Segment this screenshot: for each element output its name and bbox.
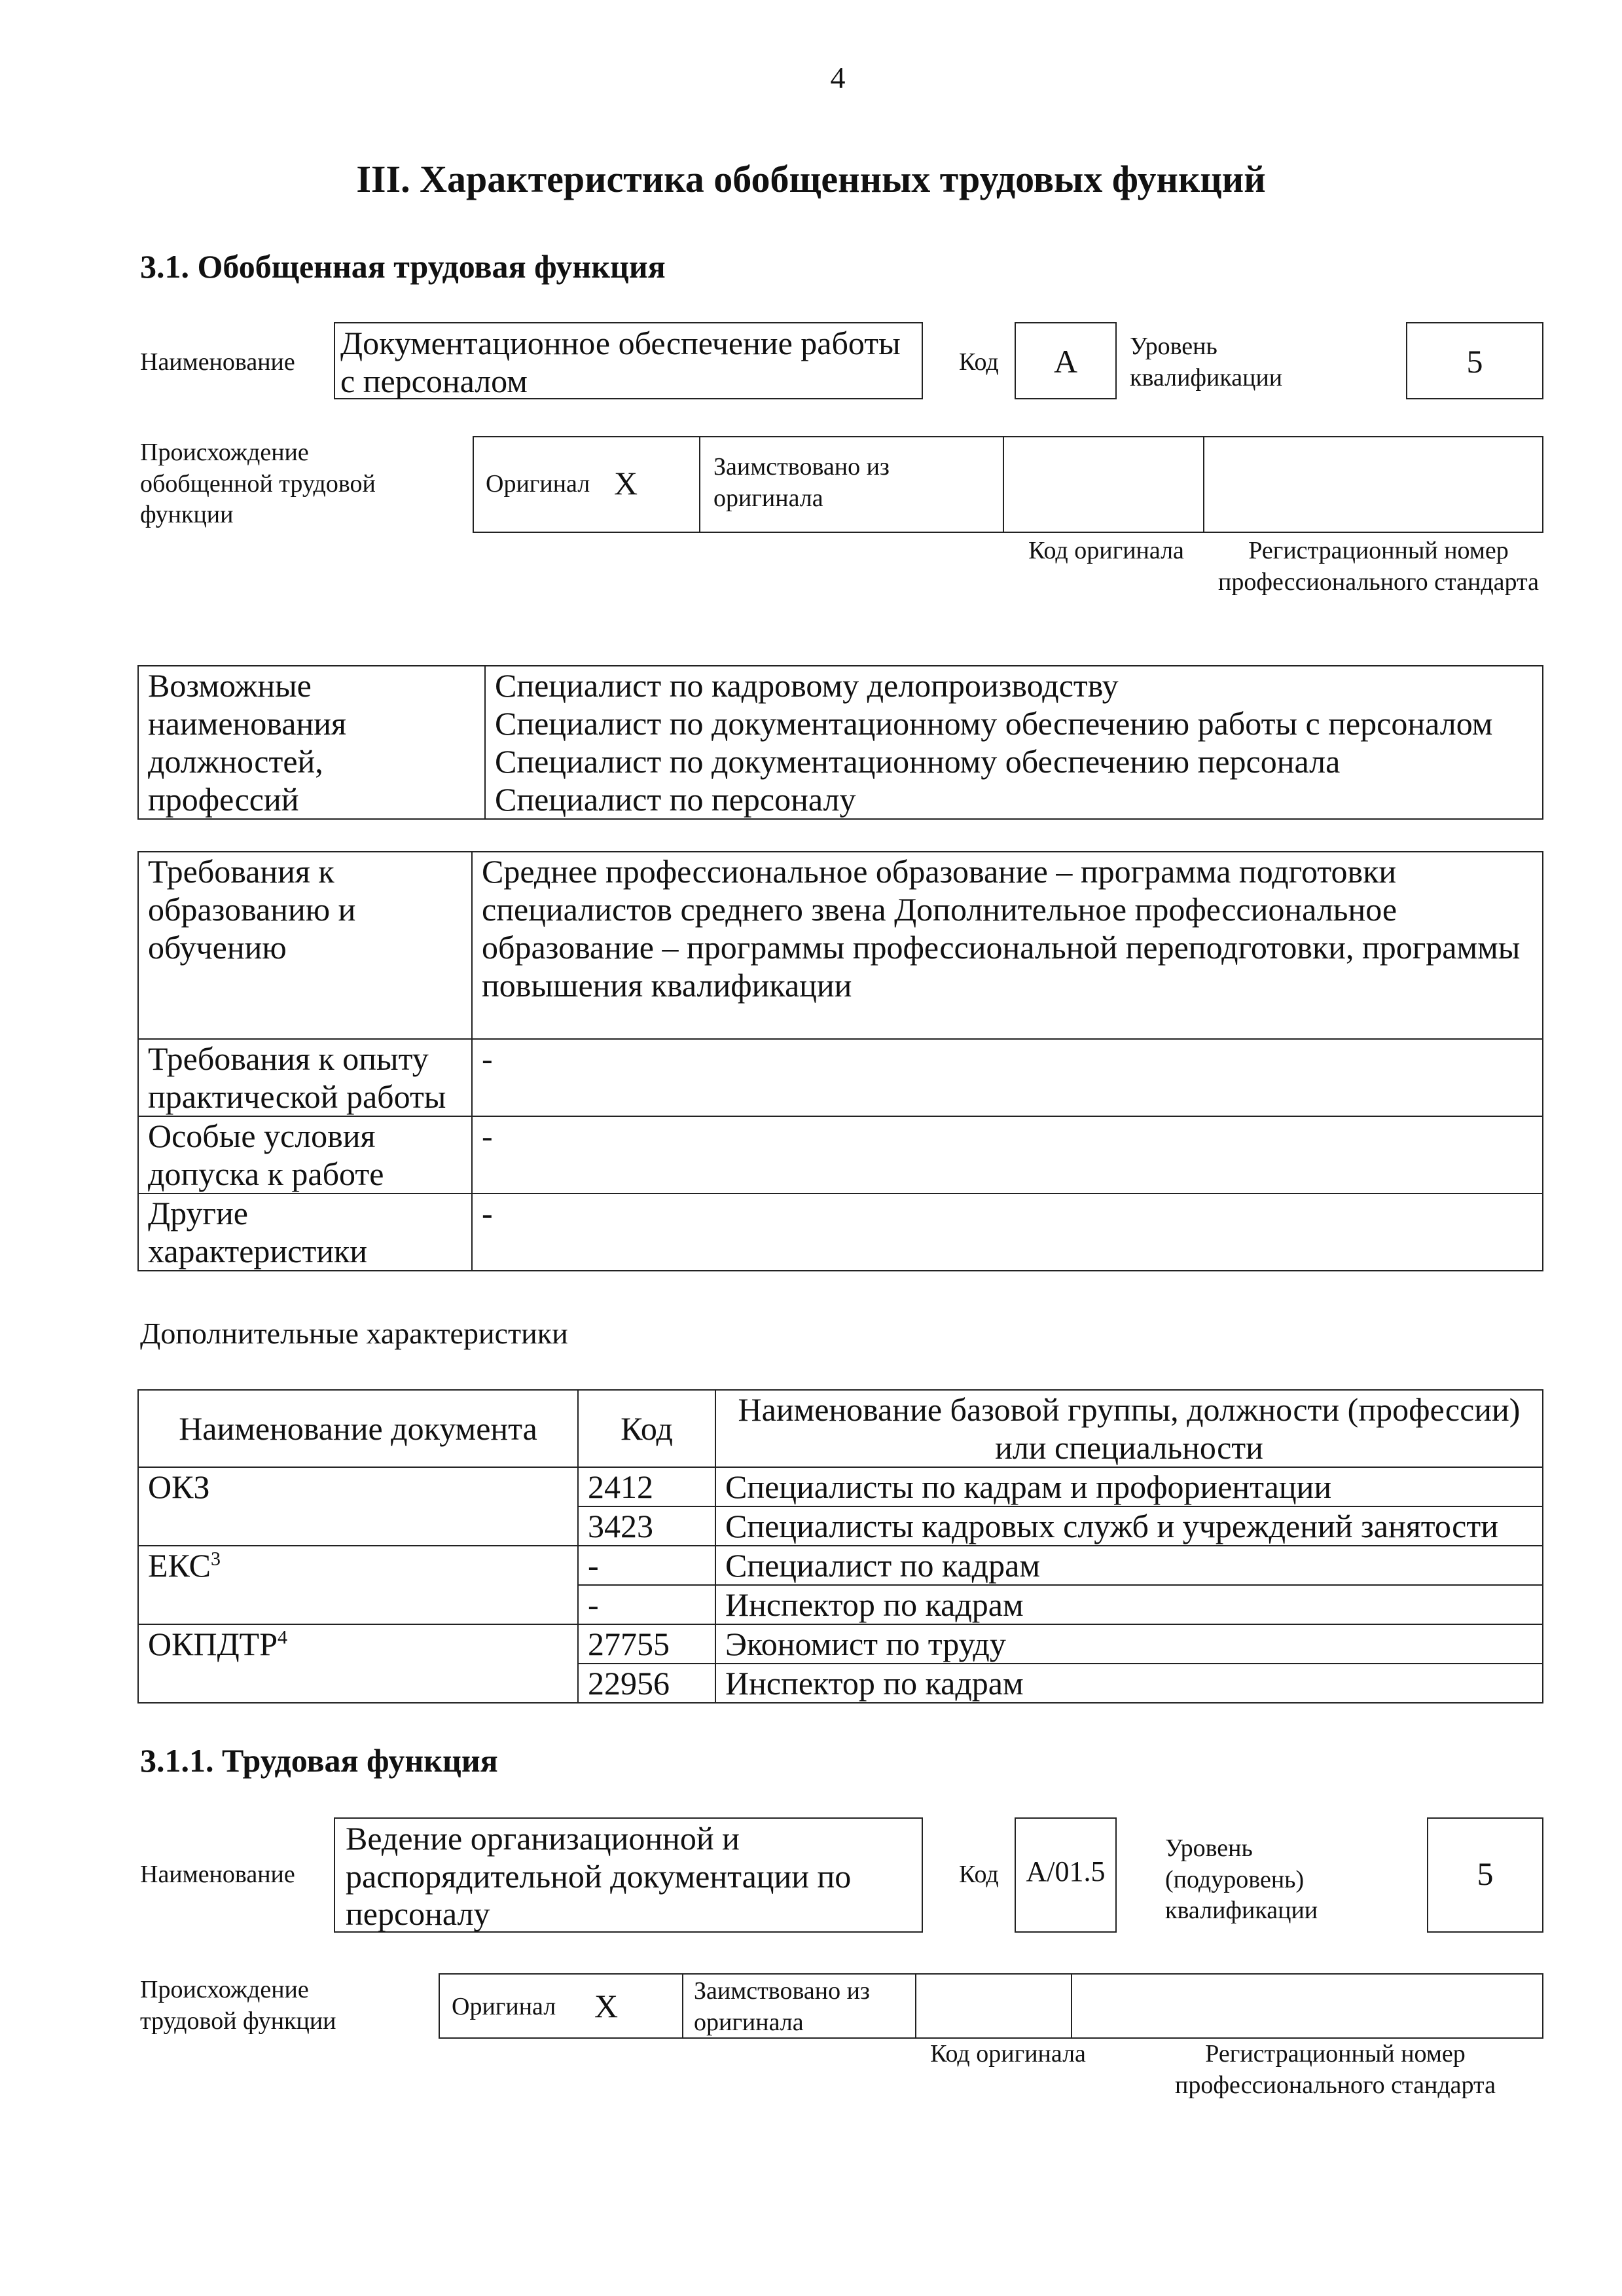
- tf-origin-box: [439, 1973, 1543, 2039]
- tf-code-box: [1015, 1817, 1117, 1933]
- tf-code-value: A/01.5: [1026, 1855, 1106, 1887]
- additional-doc-cell: [138, 1467, 578, 1546]
- tf-code-label: Код: [959, 1861, 999, 1888]
- additional-doc: ОКЗ: [148, 1468, 210, 1505]
- tf-reg-number-caption: Регистрационный номер профессионального стандарта: [1175, 2040, 1496, 2099]
- gtf-borrowed-label: Заимствовано из оригинала: [713, 453, 890, 512]
- gtf-borrowed-cell: [700, 437, 1004, 532]
- additional-doc: ЕКС: [148, 1547, 211, 1584]
- additional-doc-cell: [138, 1624, 578, 1703]
- tf-level-box: [1427, 1817, 1543, 1933]
- page-number: 4: [830, 61, 846, 94]
- additional-name: Специалисты кадровых служб и учреждений занятости: [715, 1506, 1543, 1546]
- gtf-name-box: [334, 322, 923, 399]
- additional-header-code: Код: [578, 1390, 715, 1467]
- gtf-level-box: [1406, 322, 1543, 399]
- additional-table: [137, 1389, 1543, 1704]
- gtf-code-original-caption: Код оригинала: [1028, 537, 1184, 564]
- additional-code: 2412: [578, 1467, 715, 1506]
- tf-original-mark: Х: [594, 1988, 619, 2024]
- tf-code-original-caption: Код оригинала: [930, 2040, 1086, 2068]
- tf-level-label: Уровень (подуровень) квалификации: [1165, 1834, 1318, 1924]
- req-conditions-value: -: [472, 1116, 1543, 1194]
- section-title: III. Характеристика обобщенных трудовых функций: [356, 158, 1266, 200]
- tf-borrowed-label: Заимствовано из оригинала: [694, 1977, 870, 2036]
- gtf-code-value: А: [1053, 343, 1078, 380]
- tf-heading: 3.1.1. Трудовая функция: [140, 1742, 498, 1779]
- gtf-name-label: Наименование: [140, 348, 295, 376]
- req-other-label: Другие характеристики: [138, 1194, 472, 1271]
- gtf-original-cell: [474, 437, 700, 532]
- gtf-origin-label: Происхождение обобщенной трудовой функции: [140, 439, 376, 528]
- position-item: Специалист по документационному обеспечению персонала: [495, 743, 1341, 780]
- additional-code: -: [578, 1546, 715, 1585]
- tf-original-cell: [440, 1975, 683, 2037]
- tf-original-label: Оригинал: [452, 1993, 556, 2020]
- additional-header-doc: Наименование документа: [138, 1390, 578, 1467]
- positions-list: [485, 666, 1543, 819]
- tf-level-value: 5: [1477, 1855, 1494, 1892]
- tf-code-original-cell: [916, 1975, 1072, 2037]
- additional-doc-cell: [138, 1546, 578, 1624]
- gtf-origin-box: [473, 436, 1543, 533]
- position-item: Специалист по документационному обеспечению работы с персоналом: [495, 705, 1493, 742]
- gtf-level-label: Уровень квалификации: [1130, 333, 1283, 392]
- additional-name: Инспектор по кадрам: [715, 1664, 1543, 1703]
- additional-name: Специалисты по кадрам и профориентации: [715, 1467, 1543, 1506]
- additional-code: 27755: [578, 1624, 715, 1664]
- gtf-reg-number-cell: [1204, 437, 1542, 532]
- additional-name: Инспектор по кадрам: [715, 1585, 1543, 1624]
- gtf-name-value: Документационное обеспечение работы с персоналом: [340, 325, 901, 399]
- gtf-code-label: Код: [959, 348, 999, 376]
- req-other-value: -: [472, 1194, 1543, 1271]
- additional-doc-footnote: 3: [211, 1548, 221, 1570]
- additional-code: 22956: [578, 1664, 715, 1703]
- req-experience-label: Требования к опыту практической работы: [138, 1039, 472, 1116]
- position-item: Специалист по персоналу: [495, 781, 856, 818]
- gtf-original-mark: Х: [614, 465, 638, 501]
- additional-doc: ОКПДТР: [148, 1626, 278, 1662]
- req-education-label: Требования к образованию и обучению: [138, 852, 472, 1039]
- positions-table: [137, 665, 1543, 820]
- gtf-code-box: [1015, 322, 1117, 399]
- req-education-value: Среднее профессиональное образование – программа подготовки специалистов среднего звена Дополнительное профессиональное образование – программы профессиональной переподготовки, программы повышения квалификации: [472, 852, 1543, 1039]
- req-conditions-label: Особые условия допуска к работе: [138, 1116, 472, 1194]
- gtf-level-value: 5: [1466, 343, 1483, 380]
- additional-doc-footnote: 4: [278, 1626, 288, 1649]
- additional-code: 3423: [578, 1506, 715, 1546]
- additional-name: Экономист по труду: [715, 1624, 1543, 1664]
- gtf-code-original-cell: [1004, 437, 1204, 532]
- additional-header-name: Наименование базовой группы, должности (профессии) или специальности: [715, 1390, 1543, 1467]
- tf-origin-label: Происхождение трудовой функции: [140, 1976, 336, 2035]
- gtf-reg-number-caption: Регистрационный номер профессионального стандарта: [1218, 537, 1539, 596]
- requirements-table: [137, 851, 1543, 1271]
- additional-code: -: [578, 1585, 715, 1624]
- additional-name: Специалист по кадрам: [715, 1546, 1543, 1585]
- gtf-heading: 3.1. Обобщенная трудовая функция: [140, 248, 666, 285]
- tf-name-label: Наименование: [140, 1861, 295, 1888]
- req-experience-value: -: [472, 1039, 1543, 1116]
- position-item: Специалист по кадровому делопроизводству: [495, 667, 1119, 704]
- positions-label: Возможные наименования должностей, профессий: [138, 666, 485, 819]
- tf-reg-number-cell: [1072, 1975, 1542, 2037]
- tf-name-value: Ведение организационной и распорядительной документации по персоналу: [346, 1820, 852, 1932]
- tf-borrowed-cell: [683, 1975, 916, 2037]
- additional-heading: Дополнительные характеристики: [140, 1317, 568, 1350]
- tf-name-box: [334, 1817, 923, 1933]
- gtf-original-label: Оригинал: [486, 470, 590, 498]
